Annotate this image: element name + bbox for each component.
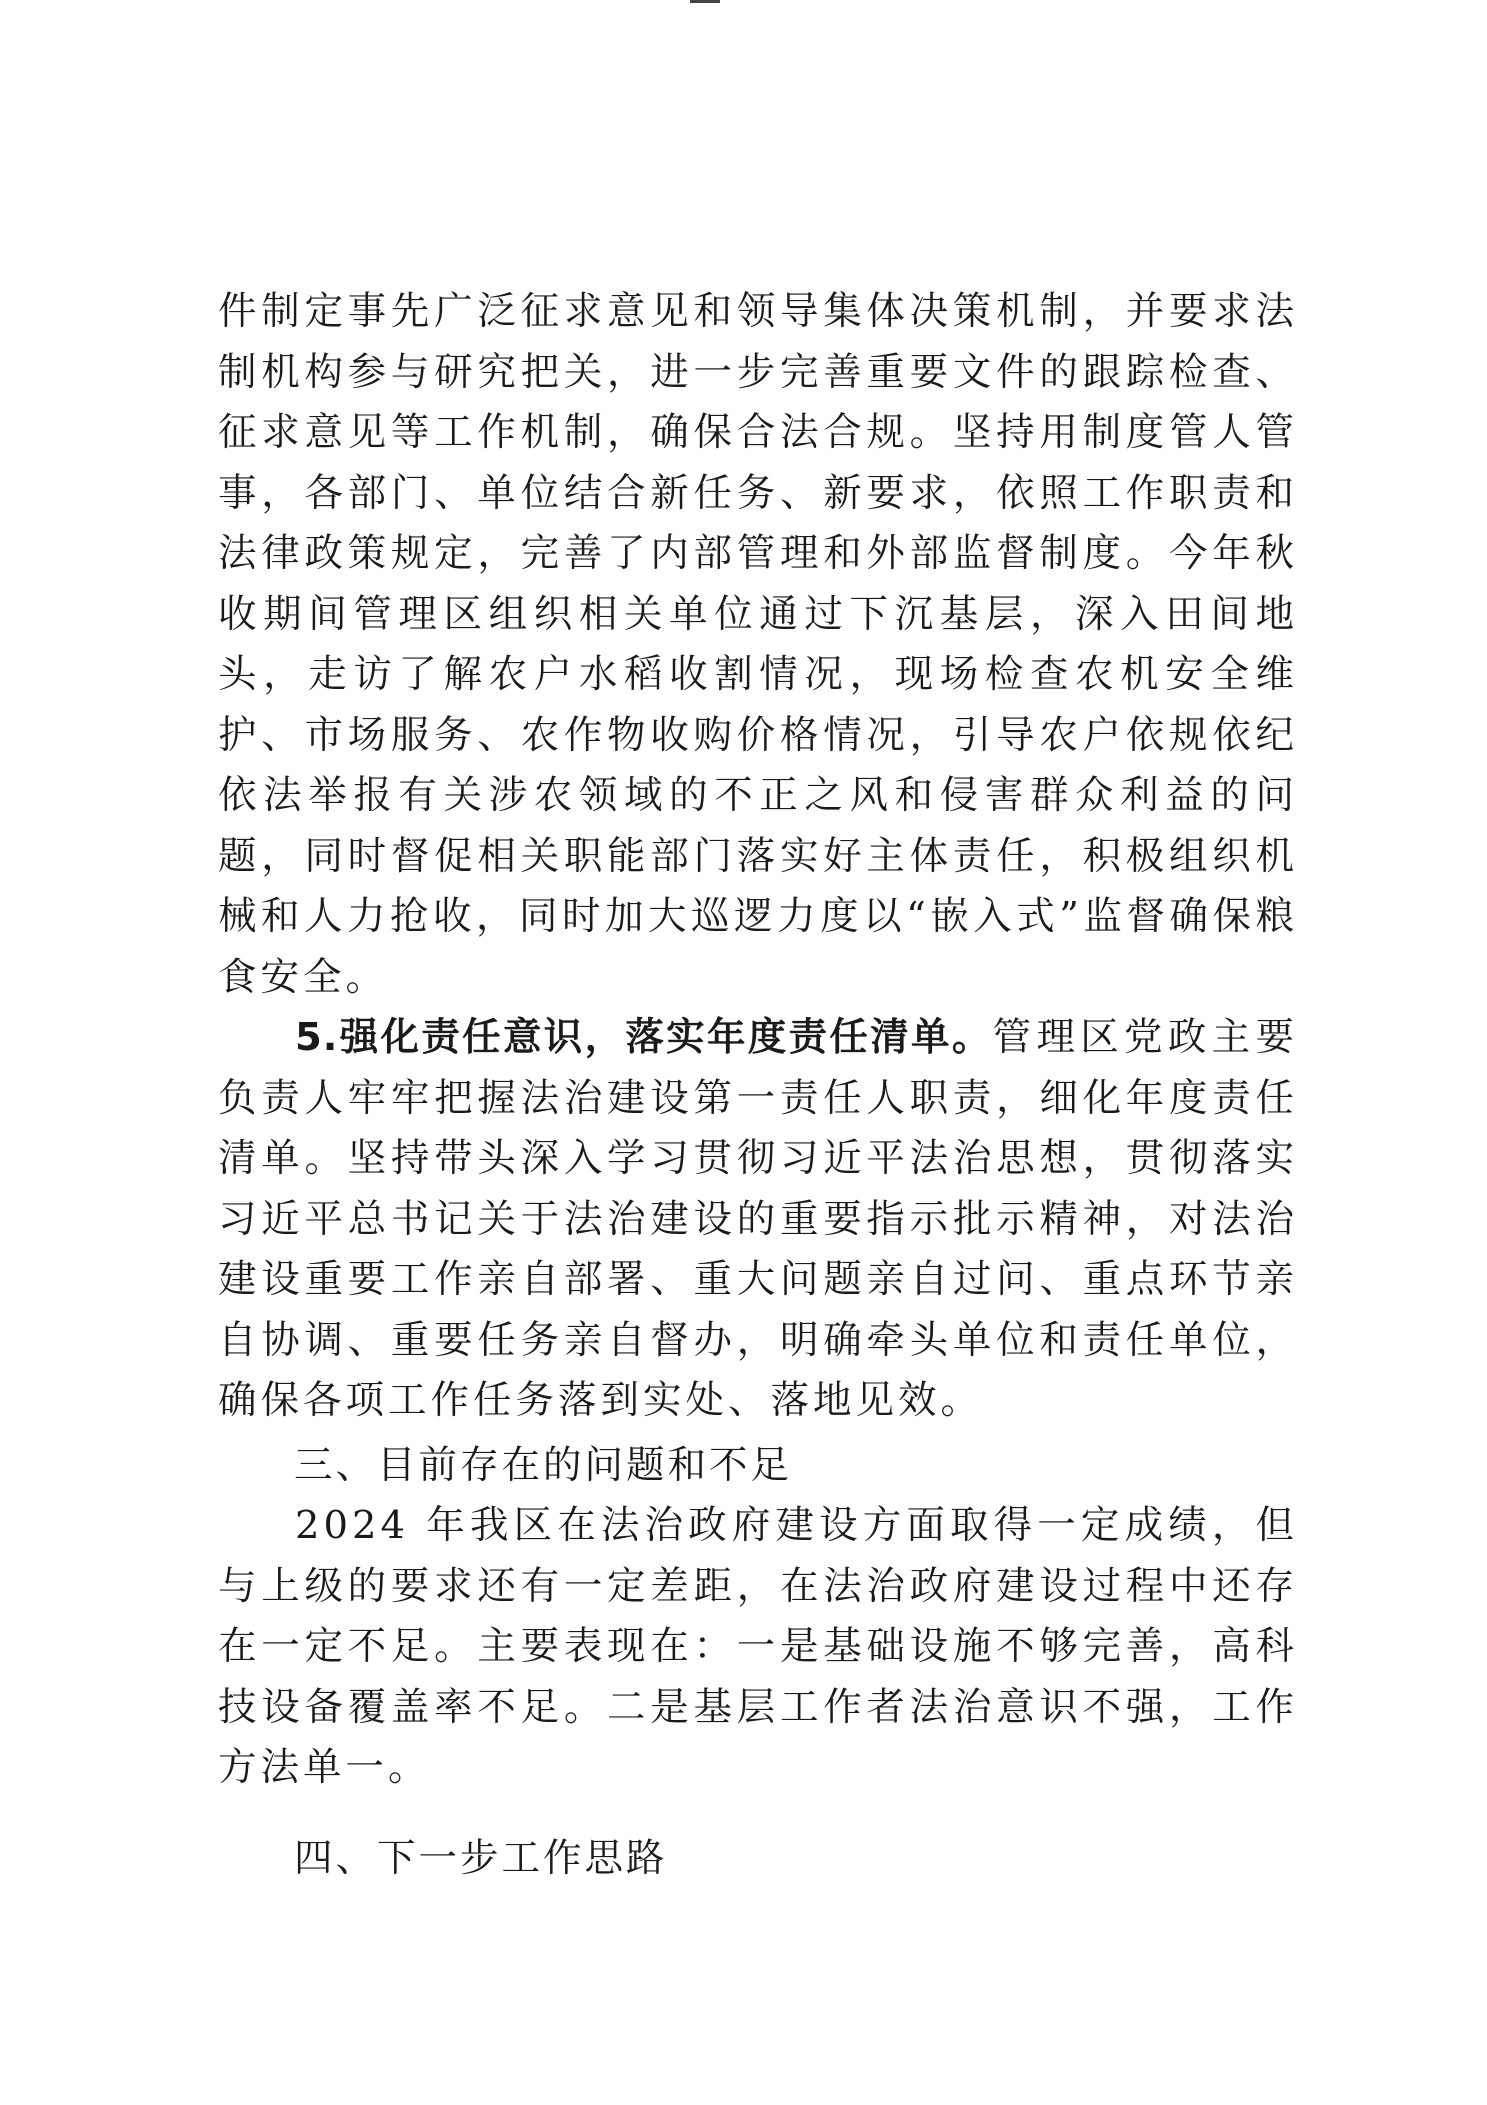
paragraph-problems: 2024 年我区在法治政府建设方面取得一定成绩，但与上级的要求还有一定差距，在法治政府建设过程中还存在一定不足。主要表现在：一是基础设施不够完善，高科技设备覆盖率不足。二是基层工作者法治意识不强，工作方法单一。 xyxy=(218,1503,1298,1790)
page-top-mark xyxy=(690,0,720,3)
section-heading-problems: 三、目前存在的问题和不足 xyxy=(294,1442,793,1488)
paragraph-continuation: 件制定事先广泛征求意见和领导集体决策机制，并要求法制机构参与研究把关，进一步完善重要文件的跟踪检查、征求意见等工作机制，确保合法合规。坚持用制度管人管事，各部门、单位结合新任务、新要求，依照工作职责和法律政策规定，完善了内部管理和外部监督制度。今年秋收期间管理区组织相关单位通过下沉基层，深入田间地头，走访了解农户水稻收割情况，现场检查农机安全维护、市场服务、农作物收购价格情况，引导农户依规依纪依法举报有关涉农领域的不正之风和侵害群众利益的问题，同时督促相关职能部门落实好主体责任，积极组织机械和人力抢收，同时加大巡逻力度以“嵌入式”监督确保粮食安全。 xyxy=(218,289,1298,1000)
section-heading-next-steps: 四、下一步工作思路 xyxy=(294,1835,668,1881)
paragraph-responsibility xyxy=(218,1008,1298,1432)
paragraph-lead-bold: 5.强化责任意识，落实年度责任清单。 xyxy=(295,1015,993,1060)
document-body xyxy=(218,282,1298,1889)
paragraph-body: 管理区党政主要负责人牢牢把握法治建设第一责任人职责，细化年度责任清单。坚持带头深入学习贯彻习近平法治思想，贯彻落实习近平总书记关于法治建设的重要指示批示精神，对法治建设重要工作亲自部署、重大问题亲自过问、重点环节亲自协调、重要任务亲自督办，明确牵头单位和责任单位，确保各项工作任务落到实处、落地见效。 xyxy=(218,1015,1298,1423)
